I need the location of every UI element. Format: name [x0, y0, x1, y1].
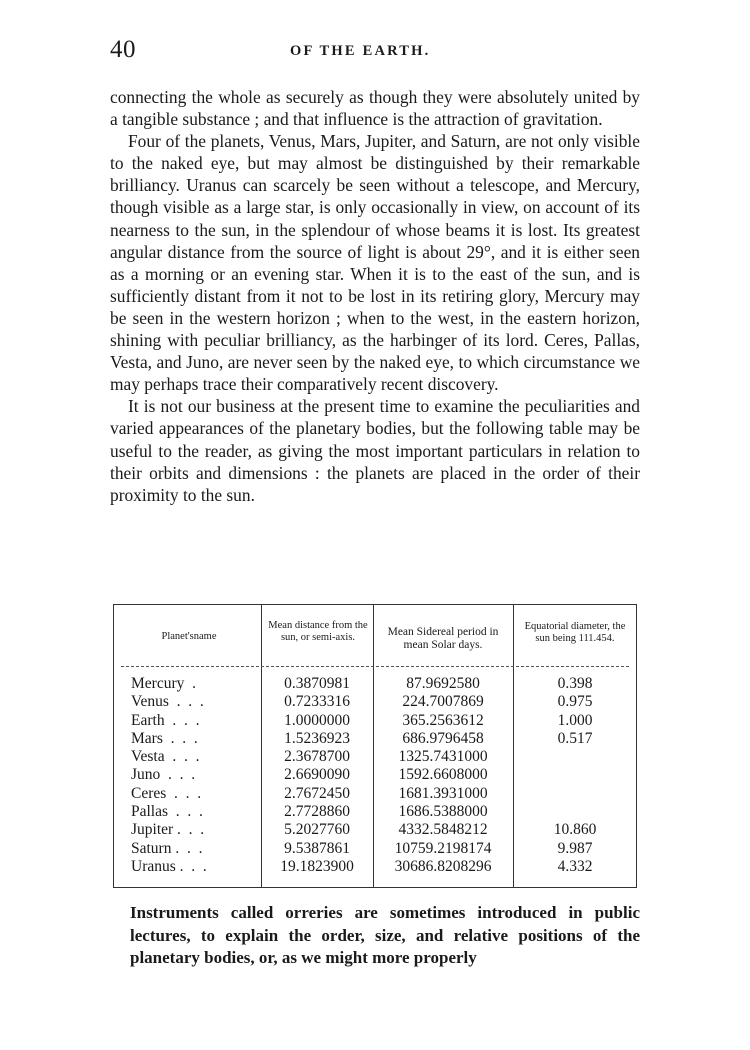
cell-sidereal-period: 365.2563612 [402, 711, 484, 729]
cell-sidereal-period: 1681.3931000 [398, 784, 488, 802]
cell-sidereal-period: 4332.5848212 [398, 821, 488, 839]
cell-planet-name: Uranus . . . [131, 857, 207, 875]
cell-planet-name: Pallas . . . [131, 803, 203, 821]
cell-mean-distance: 0.7233316 [284, 693, 350, 711]
cell-mean-distance: 2.3678700 [284, 748, 350, 766]
cell-equatorial-diameter: 1.000 [557, 711, 593, 729]
cell-sidereal-period: 1686.5388000 [398, 803, 488, 821]
cell-planet-name: Vesta . . . [131, 748, 200, 766]
table-row [113, 730, 637, 748]
cell-sidereal-period: 224.7007869 [402, 693, 484, 711]
cell-equatorial-diameter: 4.332 [557, 857, 593, 875]
cell-equatorial-diameter: 0.975 [557, 693, 593, 711]
cell-sidereal-period: 10759.2198174 [394, 839, 492, 857]
cell-mean-distance: 2.7672450 [284, 784, 350, 802]
cell-mean-distance: 2.6690090 [284, 766, 350, 784]
cell-mean-distance: 9.5387861 [284, 839, 350, 857]
paragraph-4: Instruments called orreries are sometimes introduced in public lectures, to explain the order, size, and relative positions of the planetary bodies, or, as we might more properly [130, 903, 640, 967]
planet-table [113, 604, 637, 888]
cell-planet-name: Ceres . . . [131, 784, 202, 802]
cell-mean-distance: 1.5236923 [284, 729, 350, 747]
cell-equatorial-diameter: 9.987 [557, 839, 593, 857]
paragraph-2: Four of the planets, Venus, Mars, Jupiter, and Saturn, are not only visible to the naked eye, but may almost be distinguished by their remarkable brilliancy. Uranus can scarcely be seen without a telescope, and Mercury, though visible as a large star, is only occasionally in view, on account of its nearness to the sun, in the splendour of whose beams it is lost. Its greatest angular distance from the source of light is about 29°, and it is either seen as a morning or an evening star. When it is to the east of the sun, and is sufficiently distant from it not to be lost in its retiring glory, Mercury may be seen in the western horizon ; when to the west, in the eastern horizon, shining with peculiar brilliancy, as the harbinger of its lord. Ceres, Pallas, Vesta, and Juno, are never seen by the naked eye, to which circumstance we may perhaps trace their comparatively recent discovery. [110, 131, 640, 395]
cell-mean-distance: 0.3870981 [284, 675, 350, 692]
table-row [113, 748, 637, 766]
cell-planet-name: Venus . . . [131, 693, 204, 711]
cell-planet-name: Saturn . . . [131, 839, 203, 857]
header-divider [121, 666, 629, 667]
table-row [113, 840, 637, 858]
cell-planet-name: Mars . . . [131, 729, 198, 747]
page-header [110, 36, 640, 66]
cell-planet-name: Jupiter . . . [131, 821, 205, 839]
cell-mean-distance: 1.0000000 [284, 711, 350, 729]
page-number: 40 [110, 36, 136, 63]
cell-sidereal-period: 30686.8208296 [394, 857, 492, 875]
table-body [113, 675, 637, 876]
paragraph-1: connecting the whole as securely as though they were absolutely united by a tangible substance ; and that influence is the attraction of gravitation. [110, 87, 640, 130]
cell-sidereal-period: 1592.6608000 [398, 766, 488, 784]
cell-equatorial-diameter: 0.517 [557, 729, 593, 747]
cell-equatorial-diameter: 0.398 [557, 675, 593, 692]
running-head: OF THE EARTH. [290, 43, 431, 59]
table-row [113, 675, 637, 693]
cell-mean-distance: 5.2027760 [284, 821, 350, 839]
header-planet-name: Planet'sname [161, 631, 217, 642]
cell-planet-name: Juno . . . [131, 766, 196, 784]
header-mean-distance: Mean distance from the sun, or semi-axis. [268, 620, 368, 643]
table-row [113, 821, 637, 839]
cell-mean-distance: 19.1823900 [280, 857, 354, 875]
cell-planet-name: Earth . . . [131, 711, 200, 729]
table-row [113, 766, 637, 784]
cell-equatorial-diameter: 10.860 [553, 821, 597, 839]
cell-sidereal-period: 87.9692580 [406, 675, 480, 692]
table-row [113, 803, 637, 821]
cell-mean-distance: 2.7728860 [284, 803, 350, 821]
body-text [110, 86, 640, 506]
header-equatorial-diameter: Equatorial diameter, the sun being 111.454. [524, 621, 626, 644]
table-row [113, 693, 637, 711]
cell-planet-name: Mercury . [131, 675, 196, 692]
cell-sidereal-period: 1325.7431000 [398, 748, 488, 766]
header-sidereal-period: Mean Sidereal period in mean Solar days. [387, 626, 499, 651]
paragraph-3: It is not our business at the present time to examine the peculiarities and varied appearances of the planetary bodies, but the following table may be useful to the reader, as giving the most important particulars in relation to their orbits and dimensions : the planets are placed in the order of their proximity to the sun. [110, 396, 640, 505]
table-row [113, 785, 637, 803]
cell-sidereal-period: 686.9796458 [402, 729, 484, 747]
table-row [113, 858, 637, 876]
closing-text [130, 902, 640, 970]
table-row [113, 712, 637, 730]
